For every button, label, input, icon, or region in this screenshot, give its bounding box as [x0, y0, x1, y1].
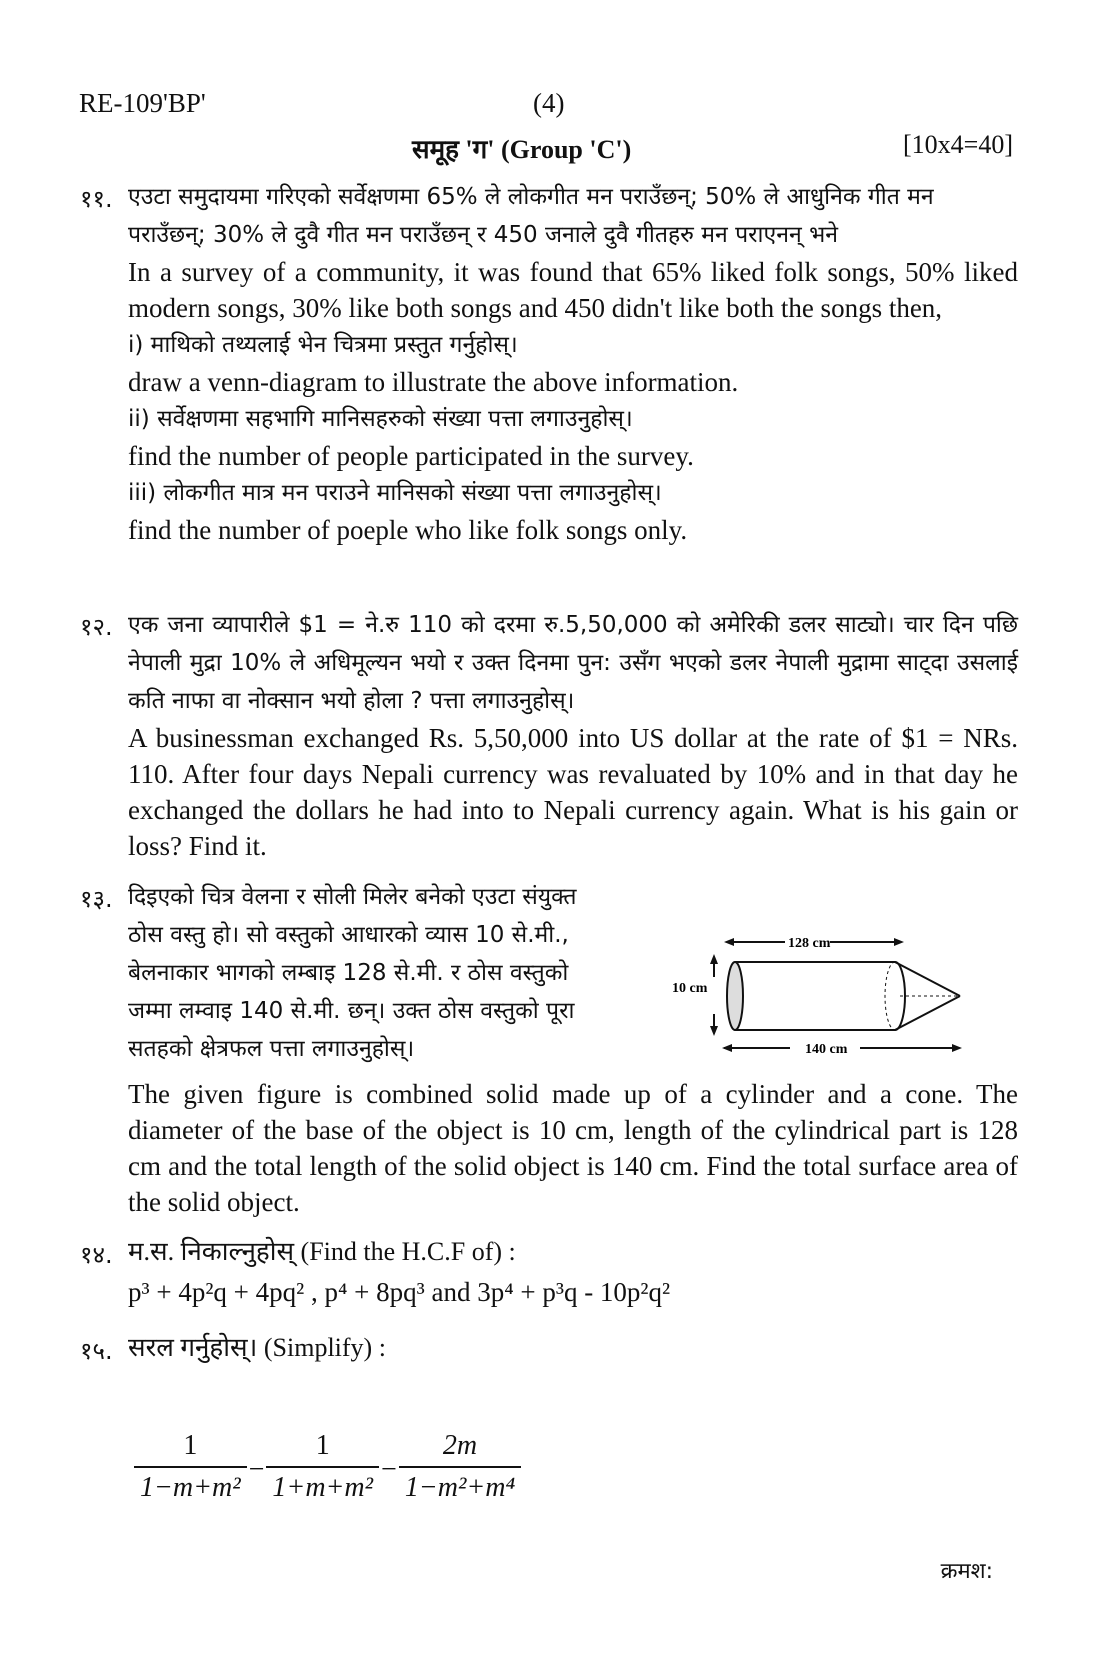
sub-question-ii-nepali: ii) सर्वेक्षणमा सहभागि मानिसहरुको संख्या पत्ता लगाउनुहोस्। — [128, 406, 633, 432]
hcf-title: म.स. निकाल्नुहोस् (Find the H.C.F of) : — [128, 1237, 516, 1266]
numerator: 2m — [442, 1430, 478, 1461]
simplify-title: सरल गर्नुहोस्। (Simplify) : — [128, 1333, 386, 1362]
label-140cm: 140 cm — [805, 1042, 848, 1057]
group-heading: समूह 'ग' (Group 'C') — [412, 135, 632, 164]
nepali-text-line: ठोस वस्तु हो। सो वस्तुको आधारको व्यास 10 से.मी., — [128, 922, 569, 948]
sub-question-i-nepali: i) माथिको तथ्यलाई भेन चित्रमा प्रस्तुत गर्नुहोस्। — [128, 332, 518, 358]
question-body — [128, 178, 1018, 548]
paper-code: RE-109'BP' — [79, 88, 206, 118]
sub-question-iii-nepali: iii) लोकगीत मात्र मन पराउने मानिसको संख्या पत्ता लगाउनुहोस्। — [128, 480, 662, 506]
fraction — [134, 1430, 247, 1504]
question-number: १३. — [80, 885, 113, 913]
minus-operator: − — [381, 1454, 397, 1485]
nepali-text-line: जम्मा लम्वाइ 140 से.मी. छन्। उक्त ठोस वस्तुको पूरा — [128, 998, 575, 1024]
fraction — [266, 1430, 379, 1504]
nepali-text-line: बेलनाकार भागको लम्बाइ 128 से.मी. र ठोस वस्तुको — [128, 960, 569, 986]
english-text: In a survey of a community, it was found that 65% liked folk songs, 50% liked modern songs, 30% like both songs and 450 didn't like both the songs then, — [128, 257, 1018, 323]
denominator: 1−m²+m⁴ — [399, 1466, 521, 1504]
sub-question-i-english: draw a venn-diagram to illustrate the above information. — [128, 367, 739, 397]
fraction — [399, 1430, 521, 1504]
hcf-expressions: p³ + 4p²q + 4pq² , p⁴ + 8pq³ and 3p⁴ + p³q - 10p²q² — [128, 1277, 671, 1307]
english-text: A businessman exchanged Rs. 5,50,000 into US dollar at the rate of $1 = NRs. 110. After four days Nepali currency was revaluated by 10% and in that day he exchanged the dollars he had into to Nepali currency again. What is his gain or loss? Find it. — [128, 723, 1018, 861]
question-number: ११. — [80, 185, 113, 213]
marks-scheme: [10x4=40] — [903, 130, 1013, 159]
nepali-text: एक जना व्यापारीले $1 = ने.रु 110 को दरमा रु.5,50,000 को अमेरिकी डलर साट्यो। चार दिन पछि नेपाली मुद्रा 10% ले अधिमूल्यन भयो र उक्त दिनमा पुन: उसँग भएको डलर नेपाली मुद्रामा साट्दा उसलाई कति नाफा वा नोक्सान भयो होला ? पत्ता लगाउनुहोस्। — [128, 612, 1018, 714]
sub-question-iii-english: find the number of poeple who like folk songs only. — [128, 515, 688, 545]
label-128cm: 128 cm — [788, 936, 831, 951]
nepali-text-line: पराउँछन्; 30% ले दुवै गीत मन पराउँछन् र 450 जनाले दुवै गीतहरु मन पराएनन् भने — [128, 222, 838, 248]
english-text: The given figure is combined solid made up of a cylinder and a cone. The diameter of the base of the object is 10 cm, length of the cylindrical part is 128 cm and the total length of the solid object is 140 cm. Find the total surface area of the solid object. — [128, 1079, 1018, 1217]
numerator: 1 — [315, 1430, 330, 1461]
cylinder-cone-figure — [672, 932, 1030, 1067]
question-number: १४. — [80, 1241, 113, 1269]
nepali-text-line: सतहको क्षेत्रफल पत्ता लगाउनुहोस्। — [128, 1036, 415, 1062]
sub-question-ii-english: find the number of people participated in the survey. — [128, 441, 694, 471]
simplify-expression — [134, 1430, 521, 1504]
continued-label: क्रमश: — [940, 1559, 993, 1584]
question-body — [128, 1330, 1018, 1366]
question-body-nepali — [128, 878, 668, 1068]
question-body — [128, 606, 1018, 864]
question-body — [128, 1234, 1018, 1310]
page-number: (4) — [533, 88, 565, 118]
denominator: 1+m+m² — [266, 1466, 379, 1504]
denominator: 1−m+m² — [134, 1466, 247, 1504]
question-number: १५. — [80, 1337, 113, 1365]
question-number: १२. — [80, 613, 113, 641]
question-body-english — [128, 1076, 1018, 1220]
nepali-text-line: एउटा समुदायमा गरिएको सर्वेक्षणमा 65% ले लोकगीत मन पराउँछन्; 50% ले आधुनिक गीत मन — [128, 184, 934, 210]
minus-operator: − — [248, 1454, 265, 1485]
nepali-text-line: दिइएको चित्र वेलना र सोली मिलेर बनेको एउटा संयुक्त — [128, 884, 577, 910]
numerator: 1 — [183, 1430, 198, 1461]
label-10cm: 10 cm — [672, 981, 708, 996]
